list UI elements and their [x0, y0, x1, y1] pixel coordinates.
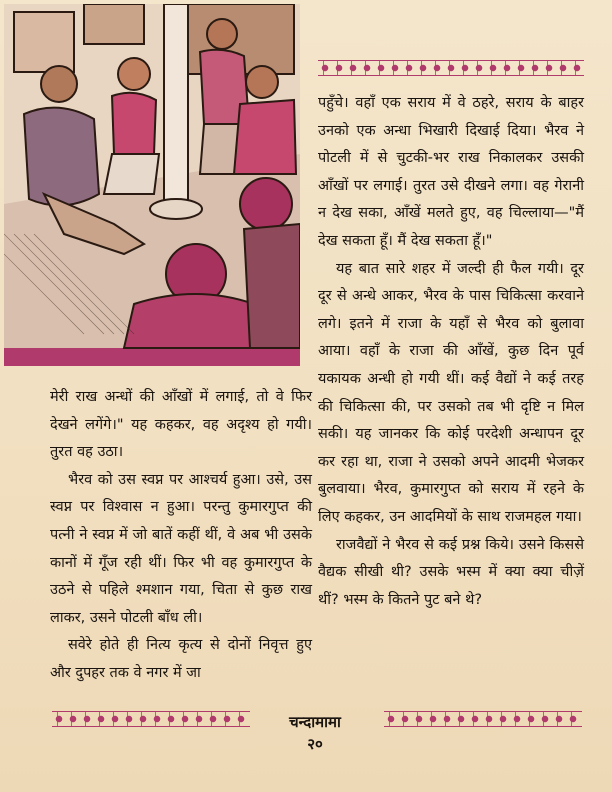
- story-illustration: [4, 4, 300, 366]
- text-column-left: [50, 384, 312, 688]
- paragraph: भैरव को उस स्वप्न पर आश्चर्य हुआ। उसे, उस स्वप्न पर विश्वास न हुआ। परन्तु कुमारगुप्त की पत्नी ने स्वप्न में जो बातें कहीं थीं, वे अब भी उसके कानों में गूँज रही थीं। फिर भी वह कुमारगुप्त के उठने से पहिले श्मशान गया, चिता से कुछ राख लाकर, उसने पोटली बाँध ली।: [50, 471, 312, 626]
- paragraph: सवेरे होते ही नित्य कृत्य से दोनों निवृत्त हुए और दुपहर तक वे नगर में जा: [50, 637, 312, 681]
- scene-illustration-icon: [4, 4, 300, 366]
- decorative-border-top: [318, 60, 584, 76]
- paragraph: मेरी राख अन्धों की आँखों में लगाई, तो वे फिर देखने लगेंगे।" यह कहकर, वह अदृश्य हो गयी। तुरत वह उठा।: [50, 389, 312, 461]
- paragraph: यह बात सारे शहर में जल्दी ही फैल गयी। दूर दूर से अन्धे आकर, भैरव के पास चिकित्सा करवाने लगे। इतने में राजा के यहाँ से भैरव को बुलावा आया। वहाँ के राजा की आँखें, कुछ दिन पूर्व यकायक अन्धी हो गयी थीं। कई वैद्यों ने कई तरह की चिकित्सा की, पर उसको तब भी दृष्टि न मिल सकी। यह जानकर कि कोई परदेशी अन्धापन दूर कर रहा था, राजा ने उसको अपने आदमी भेजकर बुलवाया। भैरव, कुमारगुप्त को सराय में रहने के लिए कहकर, उन आदमियों के साथ राजमहल गया।: [318, 260, 584, 525]
- paragraph: पहुँचे। वहाँ एक सराय में वे ठहरे, सराय के बाहर उनको एक अन्धा भिखारी दिखाई दिया। भैरव ने पोटली में से चुटकी-भर राख निकालकर उसकी आँखों पर लगाई। तुरत उसे दीखने लगा। वह गेरानी न देख सका, आँखें मलते हुए, वह चिल्लाया—"मैं देख सकता हूँ। मैं देख सकता हूँ।": [318, 95, 584, 249]
- decorative-border-bottom-left: [52, 711, 250, 727]
- decorative-border-bottom-right: [384, 711, 582, 727]
- page-number: २०: [307, 735, 323, 753]
- paragraph: राजवैद्यों ने भैरव से कई प्रश्न किये। उसने किससे वैद्यक सीखी थी? उसके भस्म में क्या क्या चीज़ें थीं? भस्म के कितने पुट बने थे?: [318, 536, 584, 608]
- text-column-right: [318, 90, 584, 614]
- magazine-title: चन्दामामा: [289, 713, 341, 731]
